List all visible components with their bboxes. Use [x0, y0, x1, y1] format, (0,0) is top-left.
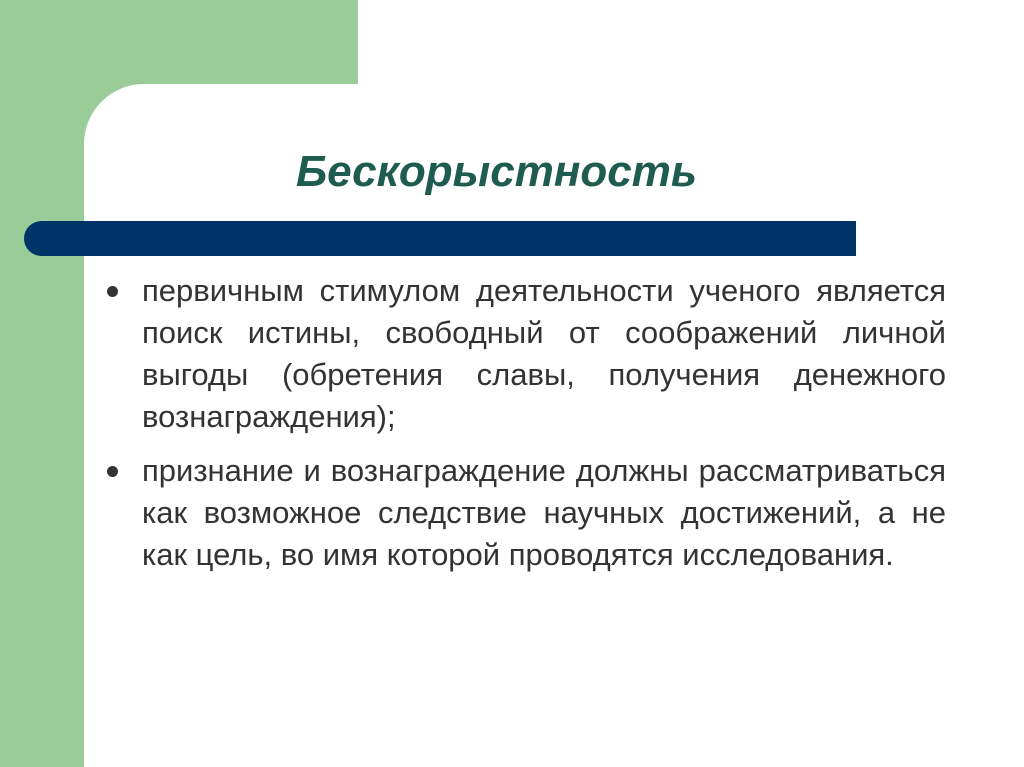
bullet-list: [104, 270, 946, 588]
bullet-icon: [107, 466, 118, 477]
bullet-icon: [107, 286, 118, 297]
title-underline-bar: [24, 221, 856, 256]
list-item: [104, 450, 946, 576]
bullet-text: первичным стимулом деятельности ученого является поиск истины, свободный от соображений личной выгоды (обретения славы, получения денежного вознаграждения);: [142, 273, 946, 434]
bullet-text: признание и вознаграждение должны рассматриваться как возможное следствие научных достижений, а не как цель, во имя которой проводятся исследования.: [142, 453, 946, 572]
list-item: [104, 270, 946, 438]
slide-title: Бескорыстность: [296, 147, 698, 196]
